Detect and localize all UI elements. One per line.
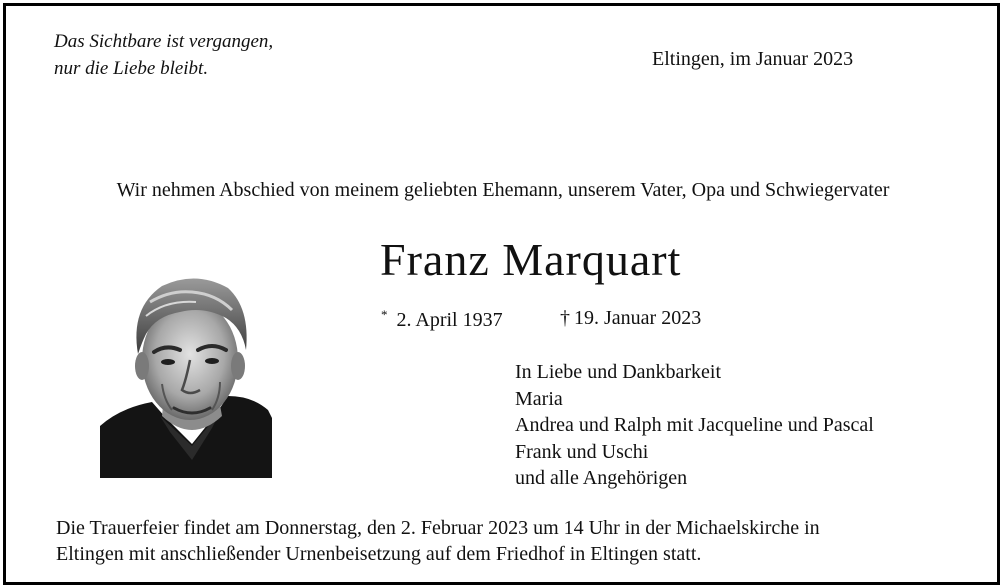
death-date: 19. Januar 2023	[574, 307, 702, 329]
motto-quote	[54, 28, 273, 82]
death-cross-symbol: †	[560, 307, 570, 329]
motto-line-1: Das Sichtbare ist vergangen,	[54, 31, 274, 52]
mourners-line: Maria	[515, 387, 563, 410]
mourners-line: und alle Angehörigen	[515, 467, 688, 489]
death-date-line	[560, 307, 701, 330]
birth-date: 2. April 1937	[396, 309, 503, 331]
portrait-photo	[100, 268, 272, 478]
deceased-name: Franz Marquart	[380, 234, 682, 285]
mourners-line: In Liebe und Dankbarkeit	[515, 361, 722, 383]
service-line-1: Die Trauerfeier findet am Donnerstag, den 2. Februar 2023 um 14 Uhr in der Michaelskirche in	[56, 517, 820, 539]
service-line-2: Eltingen mit anschließender Urnenbeisetzung auf dem Friedhof in Eltingen statt.	[56, 543, 702, 565]
motto-line-2: nur die Liebe bleibt.	[54, 58, 209, 79]
mourners-list	[515, 359, 874, 492]
mourners-line: Andrea und Ralph mit Jacqueline und Pascal	[515, 414, 874, 436]
mourners-line: Frank und Uschi	[515, 440, 649, 463]
obituary-frame	[3, 3, 1000, 585]
birth-date-line	[381, 307, 503, 332]
intro-text: Wir nehmen Abschied von meinem geliebten Ehemann, unserem Vater, Opa und Schwiegervater	[116, 179, 890, 201]
funeral-service-notice	[56, 515, 820, 567]
place-date: Eltingen, im Januar 2023	[652, 48, 854, 70]
birth-star-symbol: *	[381, 307, 388, 322]
